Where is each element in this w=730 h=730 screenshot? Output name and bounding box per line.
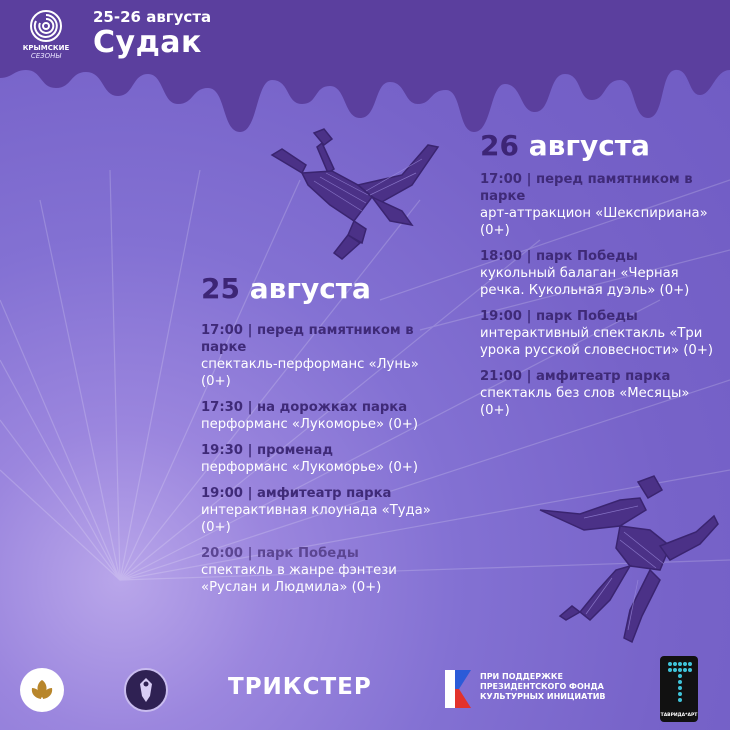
pfk-line2: ПРЕЗИДЕНТСКОГО ФОНДА: [480, 682, 604, 691]
brand-name-line1: КРЫМСКИЕ: [22, 44, 70, 52]
day1-title: [201, 272, 371, 305]
event-time: 17:30 | на дорожках парка: [201, 400, 408, 415]
event-description: спектакль без слов «Месяцы» (0+): [480, 386, 690, 418]
event-time: 18:00 | парк Победы: [480, 249, 638, 264]
event-item: [201, 442, 431, 476]
event-description: арт-аттракцион «Шекспириана» (0+): [480, 206, 708, 238]
event-description: интерактивная клоунада «Туда» (0+): [201, 503, 431, 535]
event-description: спектакль в жанре фэнтези «Руслан и Людмила» (0+): [201, 563, 397, 595]
event-item: [480, 171, 715, 239]
brand-name-line2: СЕЗОНЫ: [30, 52, 62, 60]
event-description: перформанс «Лукоморье» (0+): [201, 460, 419, 475]
pfk-logo-icon: [443, 668, 473, 710]
event-item: [201, 545, 431, 596]
tavrida-art-logo: [660, 656, 698, 722]
event-description: кукольный балаган «Черная речка. Кукольная дуэль» (0+): [480, 266, 690, 298]
day1-month: августа: [249, 272, 371, 305]
dancer-figure-top: [262, 125, 452, 265]
event-time: 21:00 | амфитеатр парка: [480, 369, 671, 384]
day2-title: [480, 129, 650, 162]
tavrida-label: ТАВРИДА*АРТ: [660, 713, 698, 718]
brand-name: [20, 44, 72, 60]
day1-number: 25: [201, 272, 240, 305]
event-time: 17:00 | перед памятником в парке: [201, 323, 414, 355]
day2-events: [480, 171, 715, 428]
header-dates: 25-26 августа: [93, 8, 212, 26]
event-item: [480, 368, 715, 419]
event-description: спектакль-перформанс «Лунь» (0+): [201, 357, 419, 389]
header-city: Судак: [93, 25, 202, 60]
trickster-logo: ТРИКСТЕР: [228, 674, 372, 700]
dancer-figure-bottom: [520, 470, 720, 650]
pfk-line1: ПРИ ПОДДЕРЖКЕ: [480, 672, 563, 681]
partner-crest-logo: [124, 668, 168, 712]
event-description: интерактивный спектакль «Три урока русской словесности» (0+): [480, 326, 714, 358]
partner-leaf-logo: [20, 668, 64, 712]
pfk-line3: КУЛЬТУРНЫХ ИНИЦИАТИВ: [480, 692, 606, 701]
event-time: 19:30 | променад: [201, 443, 333, 458]
event-time: 19:00 | парк Победы: [480, 309, 638, 324]
event-time: 20:00 | парк Победы: [201, 546, 359, 561]
event-item: [201, 399, 431, 433]
event-item: [480, 248, 715, 299]
day2-month: августа: [528, 129, 650, 162]
event-item: [201, 485, 431, 536]
event-time: 17:00 | перед памятником в парке: [480, 172, 693, 204]
event-item: [480, 308, 715, 359]
event-item: [201, 322, 431, 390]
pfk-support-text: [480, 672, 606, 702]
day1-events: [201, 322, 431, 605]
day2-number: 26: [480, 129, 519, 162]
event-time: 19:00 | амфитеатр парка: [201, 486, 392, 501]
event-description: перформанс «Лукоморье» (0+): [201, 417, 419, 432]
